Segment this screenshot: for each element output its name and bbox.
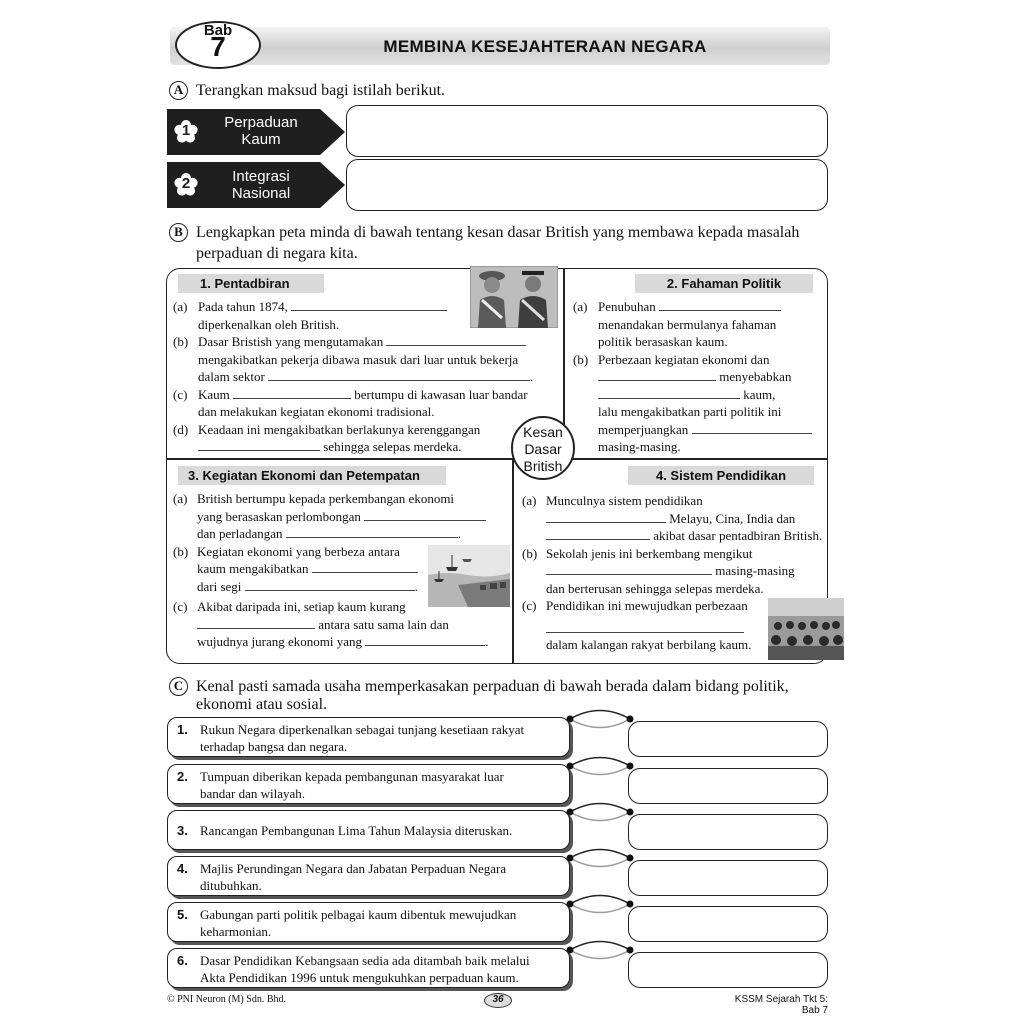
q4-a3-text: akibat dasar pentadbiran British. <box>653 528 823 543</box>
term-label-2-line1: Integrasi <box>232 168 290 185</box>
q3-a-line1: British bertumpu kepada perkembangan ekonomi <box>197 491 455 506</box>
section-b-instruction-line1: Lengkapkan peta minda di bawah tentang kesan dasar British yang membawa kepada masalah <box>196 224 800 241</box>
q2-b-line3 <box>598 386 775 404</box>
term-label-1-line1: Perpaduan <box>224 114 298 131</box>
q3-b-line2 <box>197 560 418 578</box>
q4-b2-text: masing-masing <box>715 563 795 578</box>
q1-a-line2: diperkenalkan oleh British. <box>198 316 340 332</box>
effort-text-2-line2: bandar dan wilayah. <box>200 786 306 801</box>
section-c-instruction-line1: Kenal pasti samada usaha memperkasakan perpaduan di bawah berada dalam bidang politik, <box>196 678 789 695</box>
mindmap-q3-title: 3. Kegiatan Ekonomi dan Petempatan <box>178 466 446 485</box>
q2-b-label: (b) <box>573 351 589 367</box>
q3-b3-blank[interactable] <box>245 580 415 591</box>
term-label-1 <box>205 114 317 148</box>
q3-c-line3 <box>197 633 489 651</box>
q1-b3-end: . <box>530 369 534 384</box>
center-line3: British <box>523 458 563 474</box>
q3-c-line2 <box>197 616 449 634</box>
q4-a3-blank[interactable] <box>546 529 650 540</box>
q4-c-line1: Pendidikan ini mewujudkan perbezaan <box>546 598 748 613</box>
q2-b2-text: menyebabkan <box>719 369 792 384</box>
q2-b-line2 <box>598 368 791 386</box>
q3-c-label: (c) <box>173 599 188 614</box>
effort-answer-box-2[interactable] <box>628 768 828 804</box>
footer-publisher: © PNI Neuron (M) Sdn. Bhd. <box>167 994 286 1005</box>
q1-c-label: (c) <box>173 386 188 402</box>
effort-text-6-line1: Dasar Pendidikan Kebangsaan sedia ada ditambah baik melalui <box>200 953 530 968</box>
q3-c2-blank[interactable] <box>197 618 315 629</box>
q3-a3-end: . <box>457 526 462 541</box>
effort-answer-box-1[interactable] <box>628 721 828 757</box>
divider-middle <box>167 458 827 460</box>
q2-b5-blank[interactable] <box>692 423 812 434</box>
effort-answer-box-5[interactable] <box>628 906 828 942</box>
q1-b3-text: dalam sektor <box>198 369 265 384</box>
q2-b3-text: kaum, <box>743 386 776 402</box>
effort-text-3-line1: Rancangan Pembangunan Lima Tahun Malaysia diteruskan. <box>200 823 513 838</box>
q4-b-line2 <box>546 562 795 580</box>
q4-c-blank[interactable] <box>546 622 744 633</box>
section-c-marker: C <box>169 677 188 696</box>
q3-a-line2 <box>197 508 486 526</box>
q3-c-line1: Akibat daripada ini, setiap kaum kurang <box>197 599 406 614</box>
section-c-instruction-line2: ekonomi atau sosial. <box>196 696 328 713</box>
q1-c-text-a: Kaum <box>198 386 230 402</box>
q3-c3-end: . <box>485 634 489 649</box>
section-a-instruction: Terangkan maksud bagi istilah berikut. <box>196 82 446 99</box>
q3-b-line1: Kegiatan ekonomi yang berbeza antara <box>197 543 400 559</box>
q1-d-text: sehingga selepas merdeka. <box>323 439 462 454</box>
q1-b-line3 <box>198 368 533 386</box>
effort-number-5: 5. <box>177 907 188 922</box>
q3-c3-blank[interactable] <box>365 635 485 646</box>
q1-a-line1 <box>198 298 447 316</box>
q1-a-blank[interactable] <box>291 300 447 311</box>
q2-a-line2: menandakan bermulanya fahaman <box>598 316 777 332</box>
term-label-2 <box>205 168 317 202</box>
q3-a-line3 <box>197 525 461 543</box>
q2-a-label: (a) <box>573 299 588 314</box>
effort-number-4: 4. <box>177 861 188 876</box>
q3-c2-text: antara satu sama lain dan <box>318 616 449 632</box>
effort-text-5-line2: keharmonian. <box>200 924 272 939</box>
q1-a-label: (a) <box>173 299 188 314</box>
chapter-title: MEMBINA KESEJAHTERAAN NEGARA <box>383 37 707 56</box>
q1-d-blank[interactable] <box>198 440 320 451</box>
q1-d-label: (d) <box>173 421 189 437</box>
harbour-illustration-image <box>428 545 510 607</box>
mindmap-q2-title: 2. Fahaman Politik <box>635 274 813 293</box>
effort-answer-box-4[interactable] <box>628 860 828 896</box>
section-b-marker: B <box>169 223 188 242</box>
q1-b-line1 <box>198 333 526 351</box>
q2-b2-blank[interactable] <box>598 370 716 381</box>
effort-text-1-line2: terhadap bangsa dan negara. <box>200 739 348 754</box>
mindmap-center <box>511 416 575 480</box>
q3-c3-text: wujudnya jurang ekonomi yang <box>197 634 362 649</box>
effort-text-4-line2: ditubuhkan. <box>200 878 262 893</box>
q3-b3-text: dari segi <box>197 578 242 594</box>
q4-a-label: (a) <box>522 493 537 508</box>
q4-b-label: (b) <box>522 545 538 561</box>
q4-a-line3 <box>546 527 822 545</box>
q3-b3-end: . <box>414 578 418 594</box>
q4-c-line2-blank-row <box>546 620 744 638</box>
q4-c-line2: dalam kalangan rakyat berbilang kaum. <box>546 637 752 652</box>
effort-number-3: 3. <box>177 823 188 838</box>
term-label-1-line2: Kaum <box>241 131 281 148</box>
effort-answer-box-3[interactable] <box>628 814 828 850</box>
q4-b-line1: Sekolah jenis ini berkembang mengikut <box>546 545 753 561</box>
section-a-marker: A <box>169 81 188 100</box>
mindmap-q4-title: 4. Sistem Pendidikan <box>628 466 814 485</box>
q3-a2-blank[interactable] <box>364 510 486 521</box>
q4-b2-blank[interactable] <box>546 564 712 575</box>
q1-d-line2 <box>198 438 462 456</box>
term-answer-box-2[interactable] <box>346 159 828 211</box>
page-number: 36 <box>492 994 504 1005</box>
term-label-2-line2: Nasional <box>231 185 291 202</box>
q4-a-line2 <box>546 510 795 528</box>
q2-a-blank[interactable] <box>659 300 781 311</box>
q3-a3-text: dan perladangan <box>197 526 283 541</box>
q3-b-line3 <box>197 578 418 596</box>
q1-b3-blank[interactable] <box>268 370 530 381</box>
q1-b-blank[interactable] <box>386 335 526 346</box>
q2-a-line1 <box>598 298 781 316</box>
q3-b-label: (b) <box>173 543 189 559</box>
chapter-label: Bab <box>203 22 233 39</box>
term-number-2: 2 <box>181 175 191 192</box>
effort-text-6-line2: Akta Pendidikan 1996 untuk mengukuhkan perpaduan kaum. <box>200 970 519 985</box>
section-b-instruction-line2: perpaduan di negara kita. <box>196 245 358 262</box>
q2-a-line3: politik berasaskan kaum. <box>598 334 728 349</box>
q3-a2-text: yang berasaskan perlombongan <box>197 508 361 524</box>
effort-number-1: 1. <box>177 722 188 737</box>
q4-a2-blank[interactable] <box>546 512 666 523</box>
q1-b-label: (b) <box>173 334 189 349</box>
historical-figures-image <box>470 266 558 328</box>
q2-b-line6: masing-masing. <box>598 439 681 454</box>
q2-b3-blank[interactable] <box>598 388 740 399</box>
q3-b2-text: kaum mengakibatkan <box>197 561 309 576</box>
term-number-1: 1 <box>181 122 191 139</box>
q1-c-text-b: bertumpu di kawasan luar bandar <box>354 386 528 402</box>
q1-a-text: Pada tahun 1874, <box>198 299 288 314</box>
q2-a-text: Penubuhan <box>598 299 656 314</box>
q2-b5-text: memperjuangkan <box>598 421 689 437</box>
q1-c-blank[interactable] <box>233 388 351 399</box>
q4-a2-text: Melayu, Cina, India dan <box>669 510 796 526</box>
q1-b-line2: mengakibatkan pekerja dibawa masuk dari luar untuk bekerja <box>198 351 519 367</box>
q2-b-line4: lalu mengakibatkan parti politik ini <box>598 404 782 419</box>
effort-text-5-line1: Gabungan parti politik pelbagai kaum dibentuk mewujudkan <box>200 907 517 922</box>
center-line2: Dasar <box>524 441 562 457</box>
q4-b-line3: dan berterusan sehingga selepas merdeka. <box>546 580 764 596</box>
footer-book-title: KSSM Sejarah Tkt 5: Bab 7 <box>734 994 828 1016</box>
effort-text-1-line1: Rukun Negara diperkenalkan sebagai tunjang kesetiaan rakyat <box>200 722 525 737</box>
q4-a-line1: Munculnya sistem pendidikan <box>546 493 703 508</box>
mindmap-q1-title: 1. Pentadbiran <box>178 274 324 293</box>
divider-bottom <box>512 458 514 663</box>
q1-d-line1: Keadaan ini mengakibatkan berlakunya kerenggangan <box>198 421 481 437</box>
q3-a-label: (a) <box>173 491 188 506</box>
q1-b-text: Dasar Bristish yang mengutamakan <box>198 334 384 349</box>
q3-a3-blank[interactable] <box>286 527 458 538</box>
q1-c-line1 <box>198 386 528 404</box>
q4-c-label: (c) <box>522 598 537 613</box>
effort-text-4-line1: Majlis Perundingan Negara dan Jabatan Perpaduan Negara <box>200 861 507 876</box>
q1-c-line2: dan melakukan kegiatan ekonomi tradisional. <box>198 404 435 419</box>
center-line1: Kesan <box>523 424 563 440</box>
effort-number-6: 6. <box>177 953 188 968</box>
classroom-photo-image <box>768 598 844 660</box>
effort-text-2-line1: Tumpuan diberikan kepada pembangunan masyarakat luar <box>200 769 504 784</box>
term-answer-box-1[interactable] <box>346 105 828 157</box>
q2-b-line1: Perbezaan kegiatan ekonomi dan <box>598 351 770 367</box>
chapter-number: 7 <box>210 31 226 62</box>
q2-b-line5 <box>598 421 812 439</box>
effort-number-2: 2. <box>177 769 188 784</box>
effort-answer-box-6[interactable] <box>628 952 828 988</box>
q3-b2-blank[interactable] <box>312 562 418 573</box>
